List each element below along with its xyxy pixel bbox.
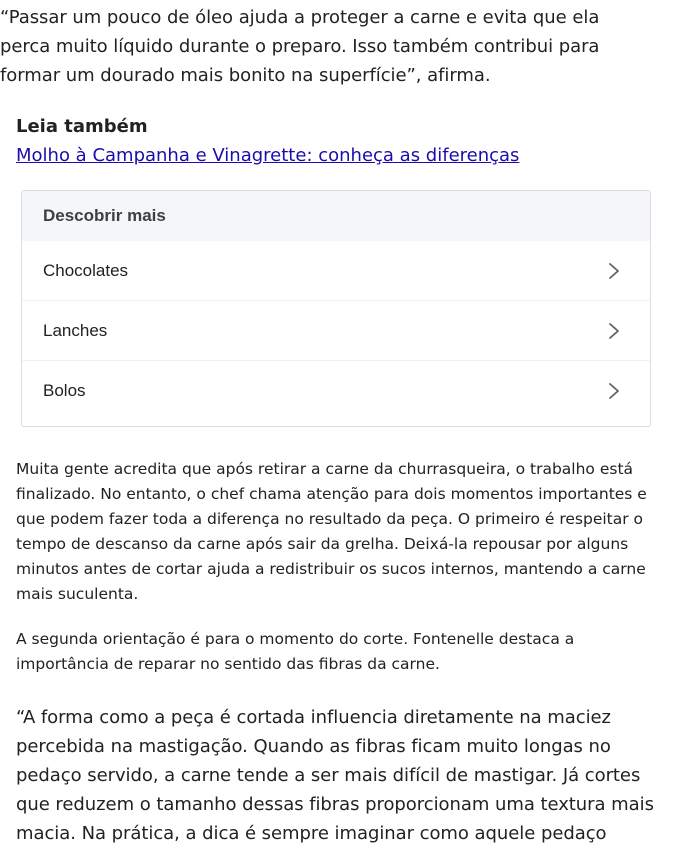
chevron-right-icon — [608, 322, 620, 340]
chevron-right-icon — [608, 382, 620, 400]
discover-item-lanches[interactable] — [22, 301, 650, 361]
discover-item-label: Bolos — [43, 380, 86, 400]
article-paragraph: A segunda orientação é para o momento do corte. Fontenelle destaca a importância de reparar no sentido das fibras da carne. — [16, 630, 575, 673]
chevron-right-icon — [608, 262, 620, 280]
article-quote-top: “Passar um pouco de óleo ajuda a proteger a carne e evita que ela perca muito líquido durante o preparo. Isso também contribui para formar um dourado mais bonito na superfície”, afirma. — [0, 7, 600, 86]
article-quote-bottom: “A forma como a peça é cortada influencia diretamente na maciez percebida na mastigação. Quando as fibras ficam muito longas no pedaço servido, a carne tende a ser mais difícil de mastigar. Já cortes que reduzem o tamanho dessas fibras proporcionam uma textura mais macia. Na prática, a dica é sempre imaginar como aquele pedaço — [16, 707, 654, 844]
discover-item-label: Lanches — [43, 320, 108, 340]
related-heading: Leia também — [16, 116, 148, 137]
article-paragraph: Muita gente acredita que após retirar a carne da churrasqueira, o trabalho está finalizado. No entanto, o chef chama atenção para dois momentos importantes e que podem fazer toda a diferença no resultado da peça. O primeiro é respeitar o tempo de descanso da carne após sair da grelha. Deixá-la repousar por alguns minutos antes de cortar ajuda a redistribuir os sucos internos, mantendo a carne mais suculenta. — [16, 460, 647, 603]
discover-more-panel — [21, 190, 651, 427]
discover-item-label: Chocolates — [43, 260, 129, 280]
related-article-link[interactable]: Molho à Campanha e Vinagrette: conheça as diferenças — [16, 145, 520, 166]
discover-more-title: Descobrir mais — [22, 191, 650, 241]
discover-item-bolos[interactable] — [22, 361, 650, 420]
discover-item-chocolates[interactable] — [22, 241, 650, 301]
